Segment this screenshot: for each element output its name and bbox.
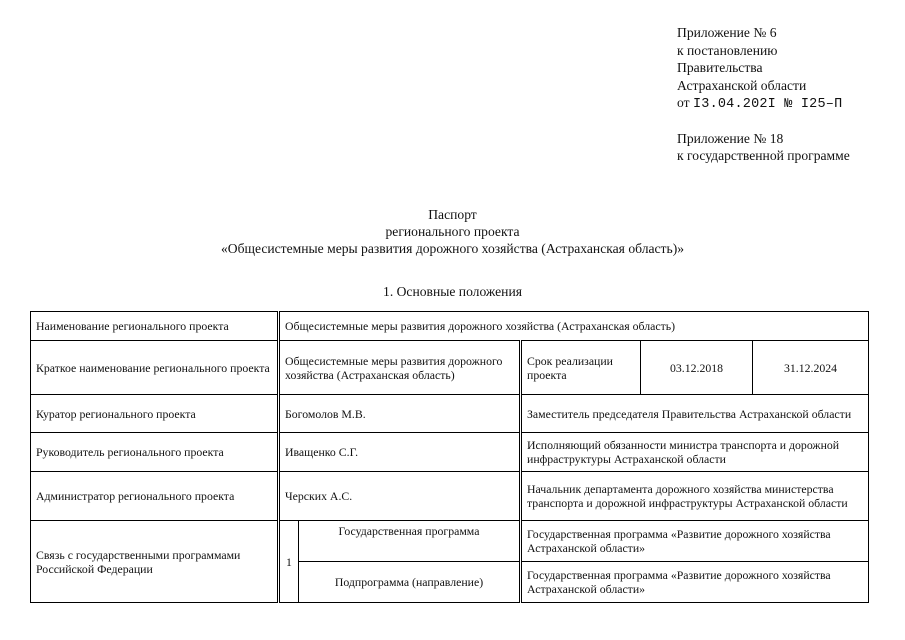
- row-label: Наименование регионального проекта: [31, 312, 279, 341]
- passport-title-line1: Паспорт: [428, 207, 477, 222]
- period-end: 31.12.2024: [753, 341, 869, 395]
- row-label: Куратор регионального проекта: [31, 395, 279, 433]
- appendix-program-ref: к государственной программе: [677, 148, 850, 163]
- passport-table: [30, 311, 869, 603]
- row-label: Краткое наименование регионального проекта: [31, 341, 279, 395]
- curator-position: Заместитель председателя Правительства Астраханской области: [521, 395, 869, 433]
- appendix-region: Астраханской области: [677, 77, 807, 93]
- row-label: Связь с государственными программами Российской Федерации: [31, 521, 279, 603]
- short-name-value: Общесистемные меры развития дорожного хозяйства (Астраханская область): [279, 341, 521, 395]
- subprogram-label: Подпрограмма (направление): [299, 562, 521, 603]
- appendix-government: Правительства: [677, 60, 763, 75]
- state-program-label: Государственная программа: [299, 521, 521, 562]
- passport-title: [0, 206, 905, 257]
- head-position: Исполняющий обязанности министра транспорта и дорожной инфраструктуры Астраханской области: [521, 433, 869, 472]
- appendix-resolution-ref: к постановлению: [677, 42, 778, 58]
- appendix-date-line: [677, 94, 850, 114]
- table-row: [31, 312, 869, 341]
- period-start: 03.12.2018: [641, 341, 753, 395]
- period-label: Срок реализации проекта: [521, 341, 641, 395]
- row-label: Руководитель регионального проекта: [31, 433, 279, 472]
- table-row: [31, 433, 869, 472]
- appendix-block: [677, 24, 850, 165]
- appendix-date-prefix: от: [677, 95, 690, 110]
- state-program-value: Государственная программа «Развитие дорожного хозяйства Астраханской области»: [521, 521, 869, 562]
- appendix-date-value: I3.04.202I № I25–П: [692, 97, 843, 112]
- program-number: 1: [279, 521, 299, 603]
- administrator-name: Черских А.С.: [279, 472, 521, 521]
- appendix-number: Приложение № 6: [677, 25, 777, 40]
- table-row: [31, 341, 869, 395]
- project-name-value: Общесистемные меры развития дорожного хозяйства (Астраханская область): [279, 312, 869, 341]
- administrator-position: Начальник департамента дорожного хозяйства министерства транспорта и дорожной инфраструктуры Астраханской области: [521, 472, 869, 521]
- row-label: Администратор регионального проекта: [31, 472, 279, 521]
- table-row: [31, 521, 869, 562]
- passport-title-line2: регионального проекта: [385, 224, 520, 239]
- passport-title-line3: «Общесистемные меры развития дорожного хозяйства (Астраханская область)»: [220, 241, 685, 256]
- subprogram-value: Государственная программа «Развитие дорожного хозяйства Астраханской области»: [521, 562, 869, 603]
- curator-name: Богомолов М.В.: [279, 395, 521, 433]
- section-heading: 1. Основные положения: [383, 284, 522, 299]
- appendix-program-number: Приложение № 18: [677, 130, 784, 146]
- head-name: Иващенко С.Г.: [279, 433, 521, 472]
- table-row: [31, 472, 869, 521]
- table-row: [31, 395, 869, 433]
